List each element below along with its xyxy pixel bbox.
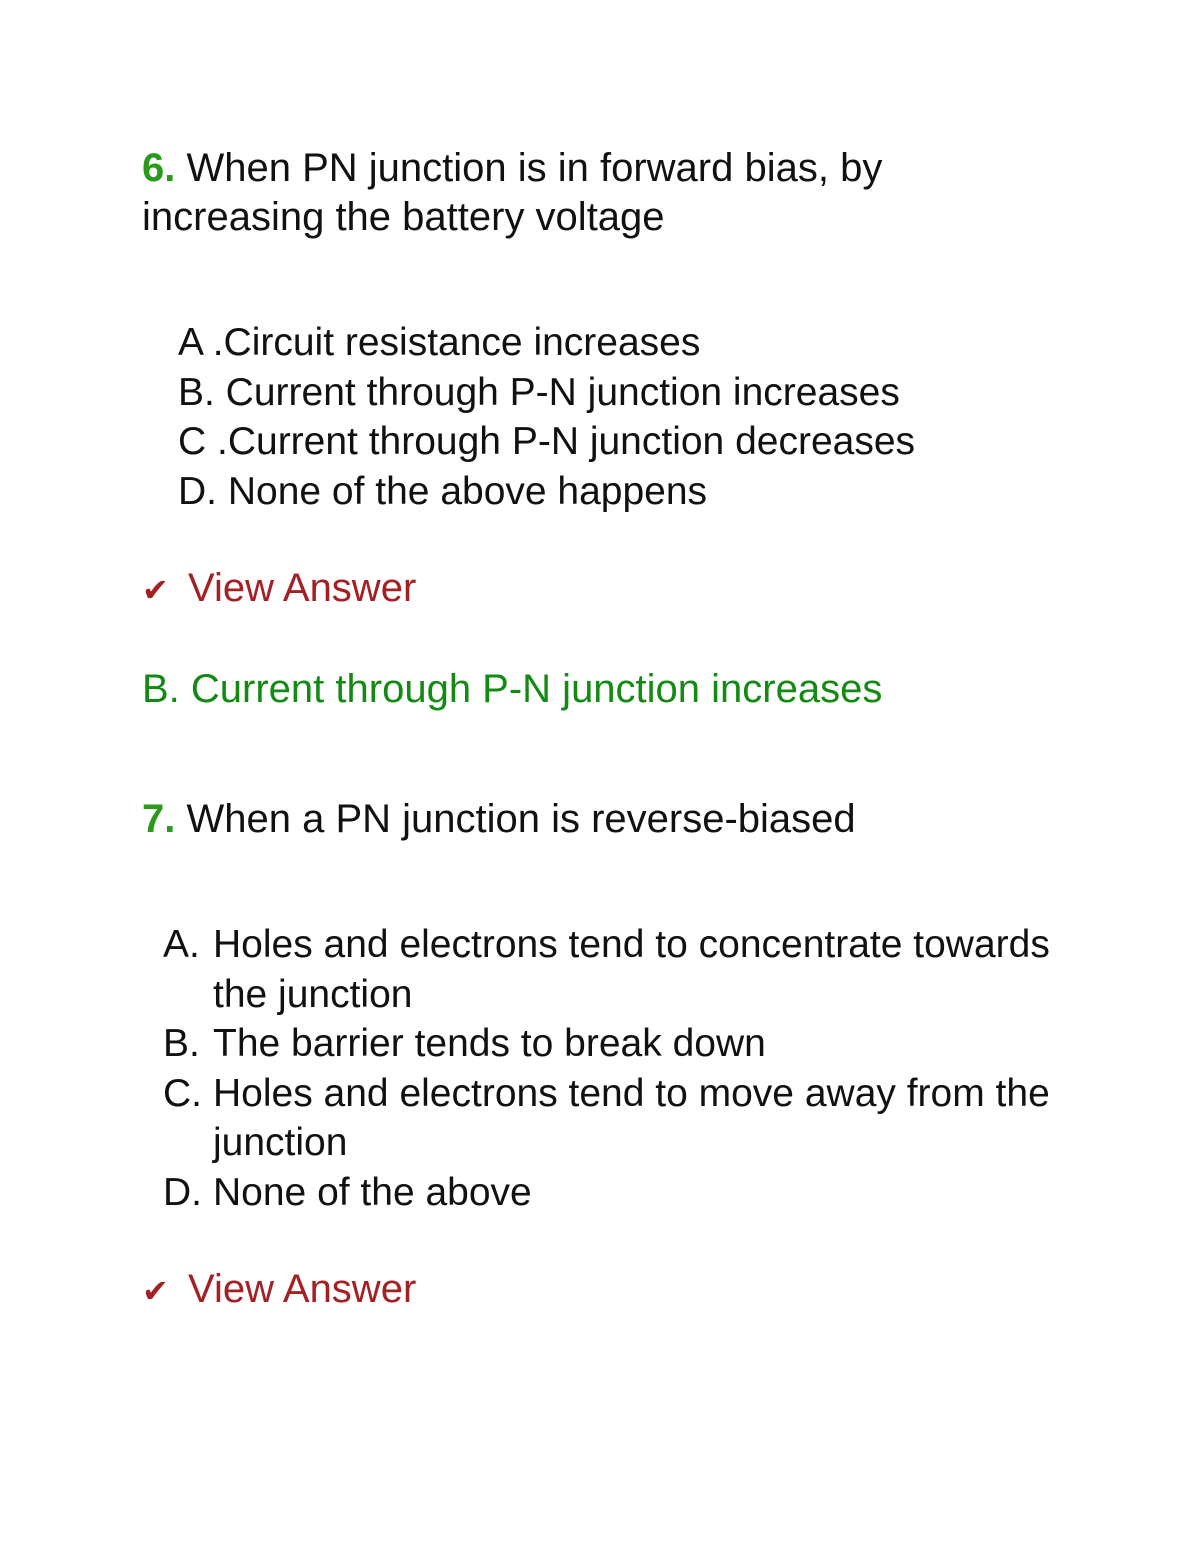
option-letter: B. [163, 1022, 200, 1065]
option-text: None of the above [213, 1170, 532, 1214]
view-answer-label: View Answer [188, 566, 417, 610]
question-7-options [163, 920, 1063, 1217]
question-6 [142, 144, 1042, 242]
view-answer-button-7[interactable] [142, 1265, 416, 1316]
option-a [163, 920, 1063, 1019]
option-d: D. None of the above happens [178, 469, 708, 513]
answer-6: B. Current through P-N junction increases [142, 667, 883, 711]
option-text: Holes and electrons tend to move away from the junction [213, 1071, 1050, 1164]
view-answer-label: View Answer [188, 1267, 417, 1311]
option-letter: D. [163, 1170, 202, 1214]
question-6-options [178, 318, 1078, 516]
check-icon: ✔ [142, 571, 169, 609]
option-c: C .Current through P-N junction decreases [178, 420, 916, 463]
option-letter: C. [163, 1071, 202, 1115]
question-number: 6. [142, 146, 176, 190]
question-number: 7. [142, 797, 176, 841]
question-text: When a PN junction is reverse-biased [175, 797, 856, 841]
question-text: When PN junction is in forward bias, by increasing the battery voltage [142, 146, 883, 239]
option-b [163, 1019, 1063, 1069]
option-text: The barrier tends to break down [213, 1022, 766, 1065]
question-7 [142, 795, 1042, 844]
view-answer-button-6[interactable] [142, 564, 416, 615]
option-text: Holes and electrons tend to concentrate towards the junction [213, 923, 1050, 1016]
option-letter: A. [163, 923, 200, 966]
option-c [163, 1069, 1063, 1168]
option-a: A .Circuit resistance increases [178, 321, 701, 364]
option-b: B. Current through P-N junction increases [178, 370, 900, 414]
check-icon: ✔ [142, 1272, 169, 1310]
option-d [163, 1168, 1063, 1218]
